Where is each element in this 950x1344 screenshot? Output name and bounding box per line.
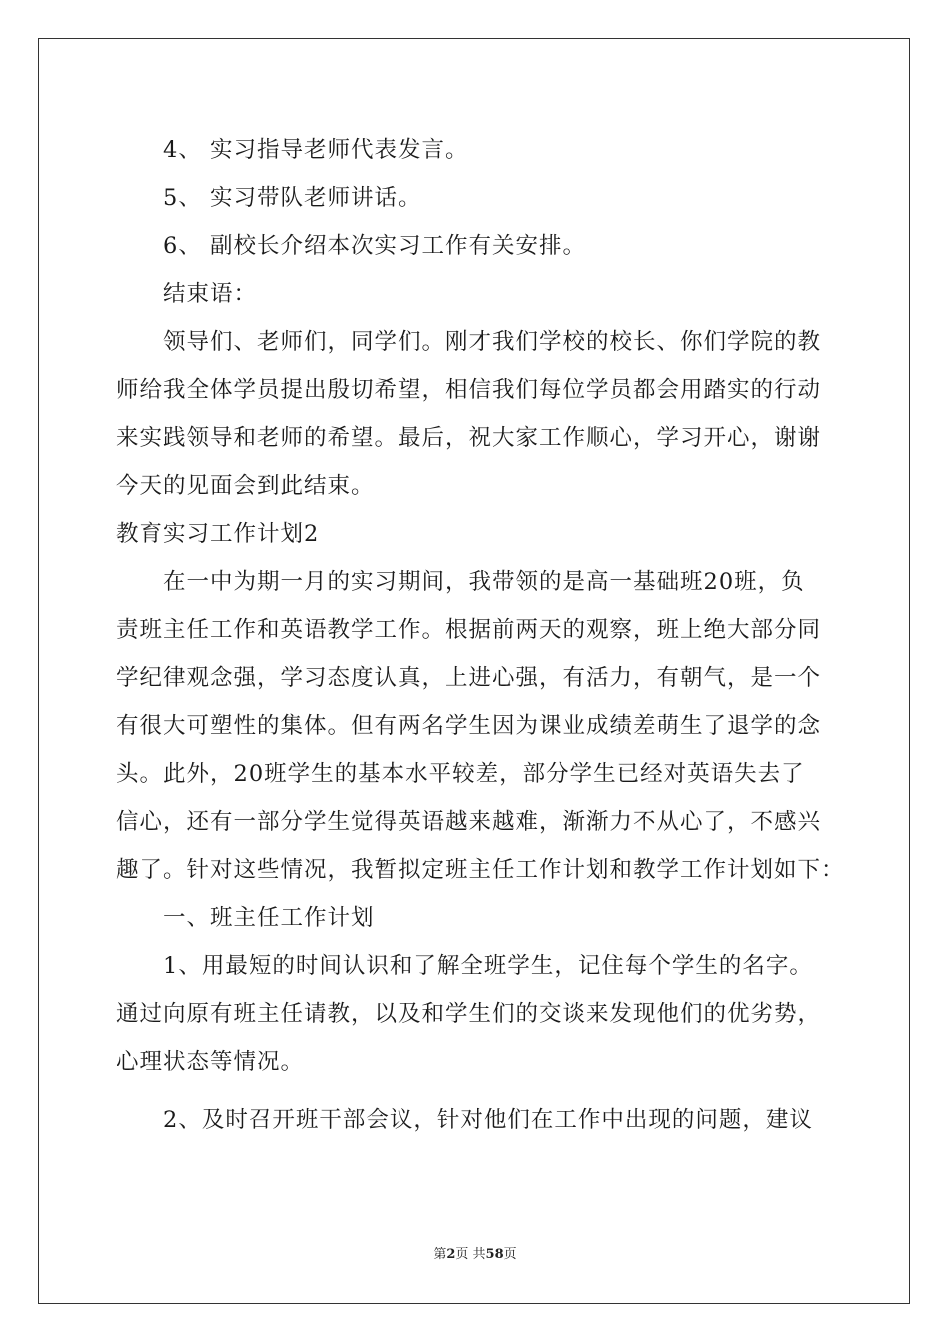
paragraph-line: 责班主任工作和英语教学工作。根据前两天的观察，班上绝大部分同 (116, 617, 822, 643)
paragraph-line: 头。此外，20班学生的基本水平较差，部分学生已经对英语失去了 (116, 761, 805, 787)
paragraph-line: 趣了。针对这些情况，我暂拟定班主任工作计划和教学工作计划如下： (116, 857, 845, 883)
footer-middle: 页 共 (455, 1247, 486, 1262)
list-item-6: 6、 副校长介绍本次实习工作有关安排。 (163, 233, 586, 259)
paragraph-line: 来实践领导和老师的希望。最后，祝大家工作顺心，学习开心，谢谢 (116, 425, 822, 451)
footer-total-pages: 58 (485, 1247, 504, 1262)
paragraph-line: 心理状态等情况。 (116, 1049, 305, 1075)
subsection-heading: 一、班主任工作计划 (163, 905, 375, 931)
section-title: 教育实习工作计划2 (116, 521, 320, 547)
footer-page-number: 2 (446, 1247, 456, 1262)
list-item-5: 5、 实习带队老师讲话。 (163, 185, 422, 211)
paragraph-line: 2、及时召开班干部会议，针对他们在工作中出现的问题，建议 (163, 1107, 813, 1133)
document-body (116, 126, 845, 1144)
paragraph-line: 今天的见面会到此结束。 (116, 473, 375, 499)
paragraph-line: 在一中为期一月的实习期间，我带领的是高一基础班20班，负 (163, 569, 805, 595)
paragraph-line: 信心，还有一部分学生觉得英语越来越难，渐渐力不从心了，不感兴 (116, 809, 822, 835)
paragraph-line: 1、用最短的时间认识和了解全班学生，记住每个学生的名字。 (163, 953, 813, 979)
paragraph-line: 师给我全体学员提出殷切希望，相信我们每位学员都会用踏实的行动 (116, 377, 822, 403)
paragraph-line: 领导们、老师们，同学们。刚才我们学校的校长、你们学院的教 (163, 329, 822, 355)
paragraph-line: 通过向原有班主任请教，以及和学生们的交谈来发现他们的优劣势， (116, 1001, 822, 1027)
paragraph-line: 学纪律观念强，学习态度认真，上进心强，有活力，有朝气，是一个 (116, 665, 822, 691)
page-footer (0, 1247, 950, 1263)
footer-prefix: 第 (433, 1247, 447, 1262)
footer-suffix: 页 (503, 1247, 517, 1262)
closing-heading: 结束语： (163, 281, 258, 307)
paragraph-line: 有很大可塑性的集体。但有两名学生因为课业成绩差萌生了退学的念 (116, 713, 822, 739)
list-item-4: 4、 实习指导老师代表发言。 (163, 137, 469, 163)
